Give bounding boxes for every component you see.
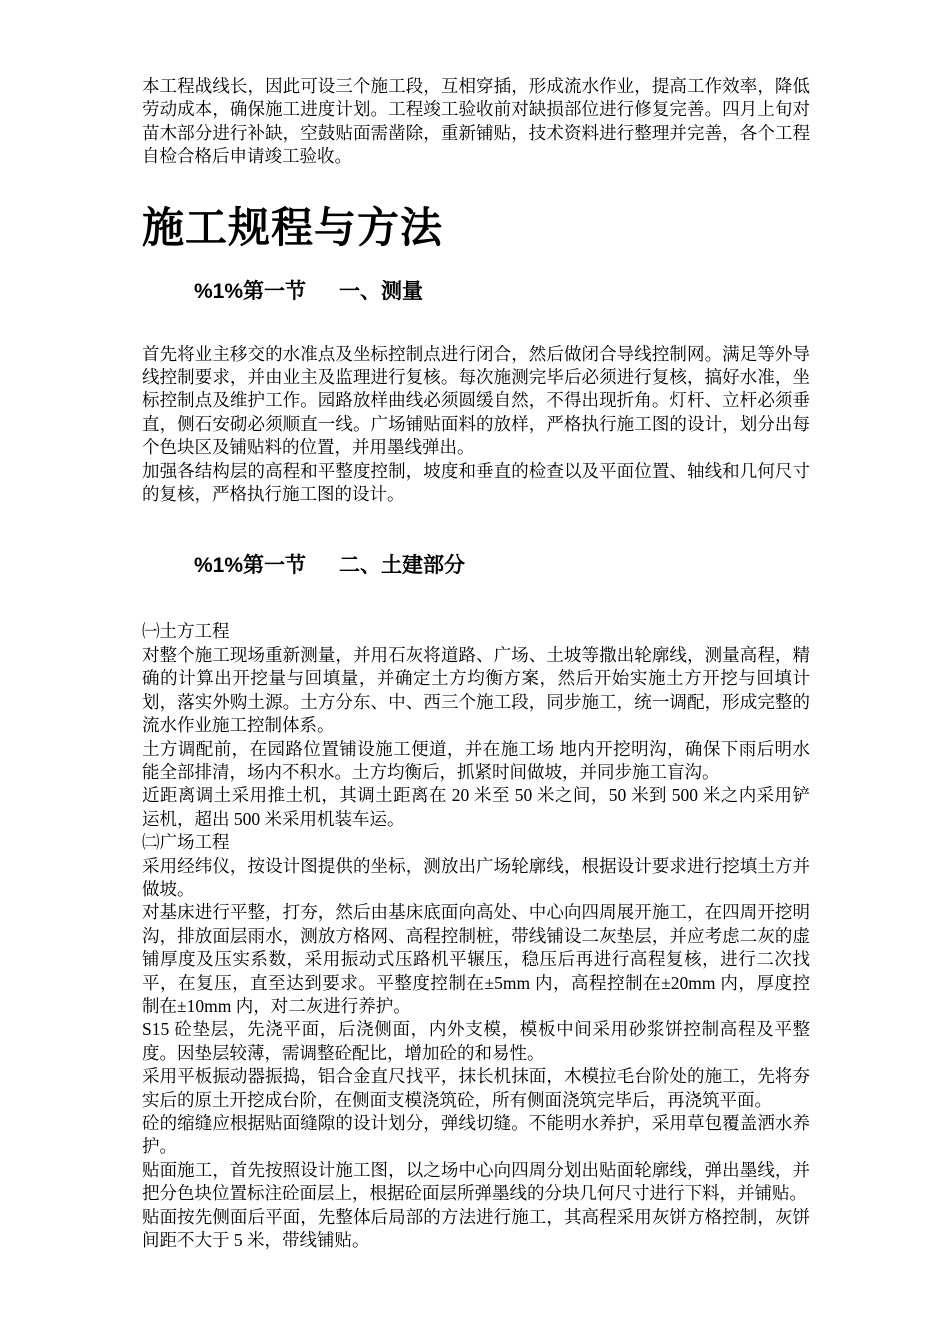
paragraph: 加强各结构层的高程和平整度控制，坡度和垂直的检查以及平面位置、轴线和几何尺寸的复核，严格执行施工图的设计。 bbox=[142, 460, 810, 505]
section-heading-prefix: %1%第一节 bbox=[194, 279, 307, 303]
section-measurement-body bbox=[142, 343, 810, 507]
section-heading-measurement bbox=[142, 278, 810, 306]
paragraph: 贴面按先侧面后平面，先整体后局部的方法进行施工，其高程采用灰饼方格控制，灰饼间距不大于 5 米，带线铺贴。 bbox=[142, 1206, 810, 1251]
paragraph: 首先将业主移交的水准点及坐标控制点进行闭合，然后做闭合导线控制网。满足等外导线控制要求，并由业主及监理进行复核。每次施测完毕后必须进行复核，搞好水准，坐标控制点及维护工作。园路放样曲线必须圆缓自然，不得出现折角。灯杆、立杆必须垂直，侧石安砌必须顺直一线。广场铺贴面料的放样，严格执行施工图的设计，划分出每个色块区及铺贴料的位置，并用墨线弹出。 bbox=[142, 343, 810, 458]
document-title: 施工规程与方法 bbox=[142, 205, 444, 252]
section-heading-civil-works bbox=[142, 552, 810, 580]
paragraph: 贴面施工，首先按照设计施工图，以之场中心向四周分划出贴面轮廓线，弹出墨线，并把分色块位置标注砼面层上，根据砼面层所弹墨线的分块几何尺寸进行下料，并铺贴。 bbox=[142, 1159, 810, 1204]
section-heading-title: 二、土建部分 bbox=[339, 554, 466, 578]
section-civil-works-body bbox=[142, 620, 810, 1252]
intro-paragraph: 本工程战线长，因此可设三个施工段，互相穿插，形成流水作业，提高工作效率，降低劳动成本，确保施工进度计划。工程竣工验收前对缺损部位进行修复完善。四月上旬对苗木部分进行补缺，空鼓贴面需凿除，重新铺贴，技术资料进行整理并完善，各个工程自检合格后申请竣工验收。 bbox=[142, 76, 810, 167]
paragraph: 土方调配前，在园路位置铺设施工便道，并在施工场 地内开挖明沟，确保下雨后明水能全部排清，场内不积水。土方均衡后，抓紧时间做坡，并同步施工盲沟。 bbox=[142, 738, 810, 782]
section-heading-title: 一、测量 bbox=[339, 279, 424, 303]
section-heading-prefix: %1%第一节 bbox=[194, 554, 307, 578]
paragraph: 砼的缩缝应根据贴面缝隙的设计划分，弹线切缝。不能明水养护，采用草包覆盖洒水养护。 bbox=[142, 1113, 810, 1157]
paragraph: 采用经纬仪，按设计图提供的坐标，测放出广场轮廓线，根据设计要求进行挖填土方并做坡。 bbox=[142, 855, 810, 899]
paragraph: 采用平板振动器振捣，铝合金直尺找平，抹长机抹面，木模拉毛台阶处的施工，先将夯实后的原土开挖成台阶，在侧面支模浇筑砼，所有侧面浇筑完毕后，再浇筑平面。 bbox=[142, 1066, 810, 1110]
paragraph: 对基床进行平整，打夯，然后由基床底面向高处、中心向四周展开施工，在四周开挖明沟，排放面层雨水，测放方格网、高程控制桩，带线铺设二灰垫层，并应考虑二灰的虚铺厚度及压实系数，采用振动式压路机平辗压，稳压后再进行高程复核，进行二次找平，在复压，直至达到要求。平整度控制在±5mm 内，高程控制在±20mm 内，厚度控制在±10mm 内，对二灰进行养护。 bbox=[142, 902, 810, 1016]
paragraph: 近距离调土采用推土机，其调土距离在 20 米至 50 米之间，50 米到 500 米之内采用铲运机，超出 500 米采用机装车运。 bbox=[142, 785, 810, 829]
paragraph: 对整个施工现场重新测量，并用石灰将道路、广场、土坡等撒出轮廓线，测量高程，精确的计算出开挖量与回填量，并确定土方均衡方案，然后开始实施土方开挖与回填计划，落实外购土源。土方分东、中、西三个施工段，同步施工，统一调配，形成完整的流水作业施工控制体系。 bbox=[142, 644, 810, 736]
subsection-label-plaza: ㈡广场工程 bbox=[142, 832, 230, 853]
subsection-label-earthworks: ㈠土方工程 bbox=[142, 621, 230, 642]
paragraph: S15 砼垫层，先浇平面，后浇侧面，内外支模，模板中间采用砂浆饼控制高程及平整度。因垫层较薄，需调整砼配比，增加砼的和易性。 bbox=[142, 1019, 810, 1063]
